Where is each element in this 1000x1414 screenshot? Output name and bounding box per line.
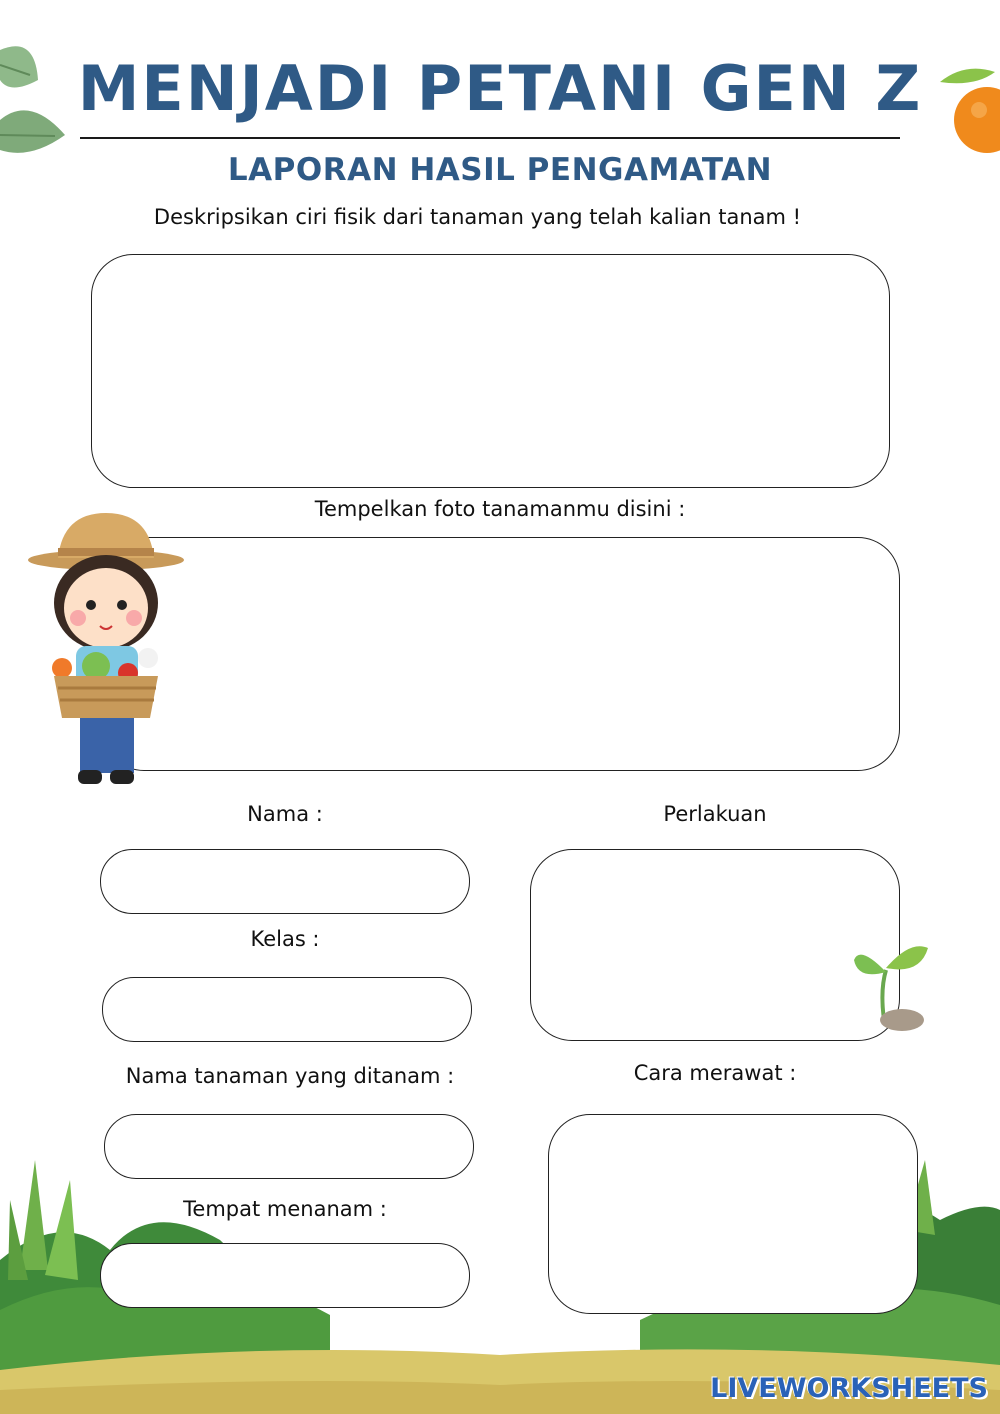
name-input[interactable] — [100, 849, 470, 914]
plant-name-input[interactable] — [104, 1114, 474, 1179]
care-answer-box[interactable] — [548, 1114, 918, 1314]
class-input[interactable] — [102, 977, 472, 1042]
photo-upload-box[interactable] — [102, 537, 900, 771]
class-label: Kelas : — [250, 927, 320, 951]
farmer-illustration — [28, 508, 188, 790]
brand-logo — [710, 1373, 988, 1404]
treatment-label: Perlakuan — [663, 802, 767, 826]
photo-prompt: Tempelkan foto tanamanmu disini : — [314, 497, 686, 521]
name-label: Nama : — [247, 802, 323, 826]
treatment-answer-box[interactable] — [530, 849, 900, 1041]
brand-text: LIVEWORKSHEETS — [710, 1373, 988, 1404]
sprout-icon — [850, 940, 930, 1035]
plant-name-label: Nama tanaman yang ditanam : — [125, 1064, 455, 1088]
place-input[interactable] — [100, 1243, 470, 1308]
place-label: Tempat menanam : — [183, 1197, 387, 1221]
page-title: MENJADI PETANI GEN Z — [77, 52, 923, 125]
title-divider — [80, 137, 900, 139]
description-answer-box[interactable] — [91, 254, 890, 488]
describe-prompt: Deskripsikan ciri fisik dari tanaman yang telah kalian tanam ! — [153, 205, 802, 229]
care-label: Cara merawat : — [633, 1061, 797, 1085]
page-subtitle: LAPORAN HASIL PENGAMATAN — [227, 152, 773, 188]
